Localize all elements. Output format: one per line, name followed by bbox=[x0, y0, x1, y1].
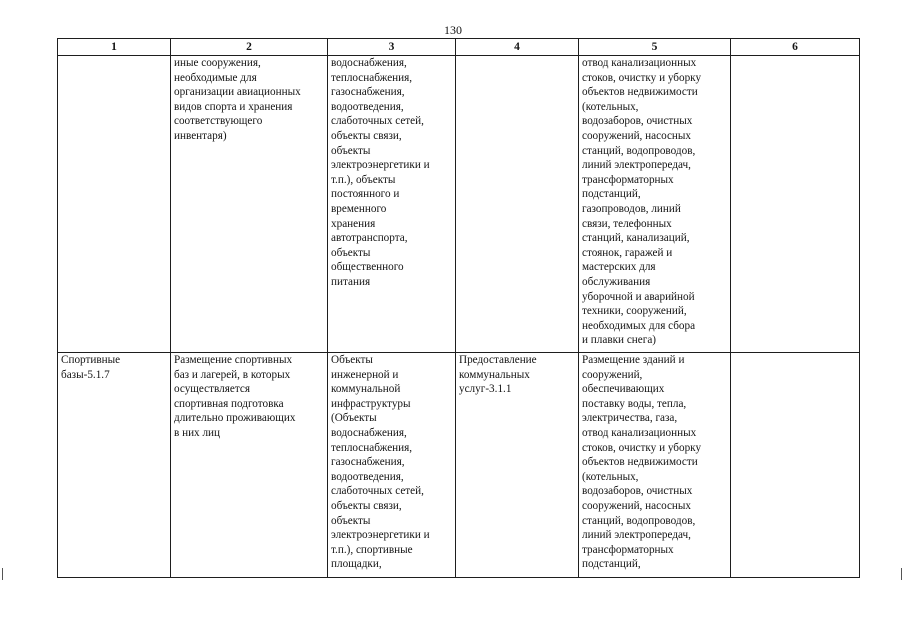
page-number: 130 bbox=[444, 23, 462, 37]
table-row bbox=[58, 56, 860, 353]
col-header-3: 3 bbox=[328, 39, 456, 56]
col-header-6: 6 bbox=[731, 39, 860, 56]
cell-text: Размещение зданий и сооружений, обеспечивающих поставку воды, тепла, электричества, газа, отвод канализационных стоков, очистку и уборку объектов недвижимости (котельных, водозаборов, очистных сооружений, насосных станций, водопроводов, линий электропередач, трансформаторных подстанций, bbox=[582, 354, 702, 571]
table-cell bbox=[579, 353, 731, 578]
table-row bbox=[58, 353, 860, 578]
regulations-table bbox=[57, 38, 860, 578]
cell-text: иные сооружения, необходимые для организации авиационных видов спорта и хранения соответствующего инвентаря) bbox=[174, 57, 301, 142]
cell-text: водоснабжения, теплоснабжения, газоснабжения, водоотведения, слаботочных сетей, объекты связи, объекты электроэнергетики и т.п.), объекты постоянного и временного хранения автотранспорта, объекты общественного питания bbox=[331, 57, 430, 288]
col-header-1: 1 bbox=[58, 39, 171, 56]
col-header-5: 5 bbox=[579, 39, 731, 56]
table-cell bbox=[171, 56, 328, 353]
table-cell bbox=[58, 353, 171, 578]
header-row bbox=[58, 39, 860, 56]
table-cell bbox=[456, 353, 579, 578]
left-margin-mark bbox=[0, 568, 6, 580]
col-header-2: 2 bbox=[171, 39, 328, 56]
table-cell bbox=[328, 56, 456, 353]
cell-text: Размещение спортивных баз и лагерей, в которых осуществляется спортивная подготовка длительно проживающих в них лиц bbox=[174, 354, 296, 439]
table-cell bbox=[328, 353, 456, 578]
col-header-4: 4 bbox=[456, 39, 579, 56]
cell-text: отвод канализационных стоков, очистку и уборку объектов недвижимости (котельных, водозаборов, очистных сооружений, насосных станций, водопроводов, линий электропередач, трансформаторных подстанций, газопроводов, линий связи, телефонных станций, канализаций, стоянок, гаражей и мастерских для обслуживания уборочной и аварийной техники, сооружений, необходимых для сбора и плавки снега) bbox=[582, 57, 702, 347]
table-cell bbox=[456, 56, 579, 353]
right-margin-mark bbox=[899, 568, 905, 580]
table-cell bbox=[171, 353, 328, 578]
table-cell bbox=[731, 56, 860, 353]
cell-text: Спортивные базы-5.1.7 bbox=[61, 354, 121, 381]
table-cell bbox=[731, 353, 860, 578]
cell-text: Объекты инженерной и коммунальной инфраструктуры (Объекты водоснабжения, теплоснабжения, газоснабжения, водоотведения, слаботочных сетей, объекты связи, объекты электроэнергетики и т.п.), спортивные площадки, bbox=[331, 354, 430, 571]
table-cell bbox=[579, 56, 731, 353]
table-cell bbox=[58, 56, 171, 353]
cell-text: Предоставление коммунальных услуг-3.1.1 bbox=[459, 354, 537, 396]
